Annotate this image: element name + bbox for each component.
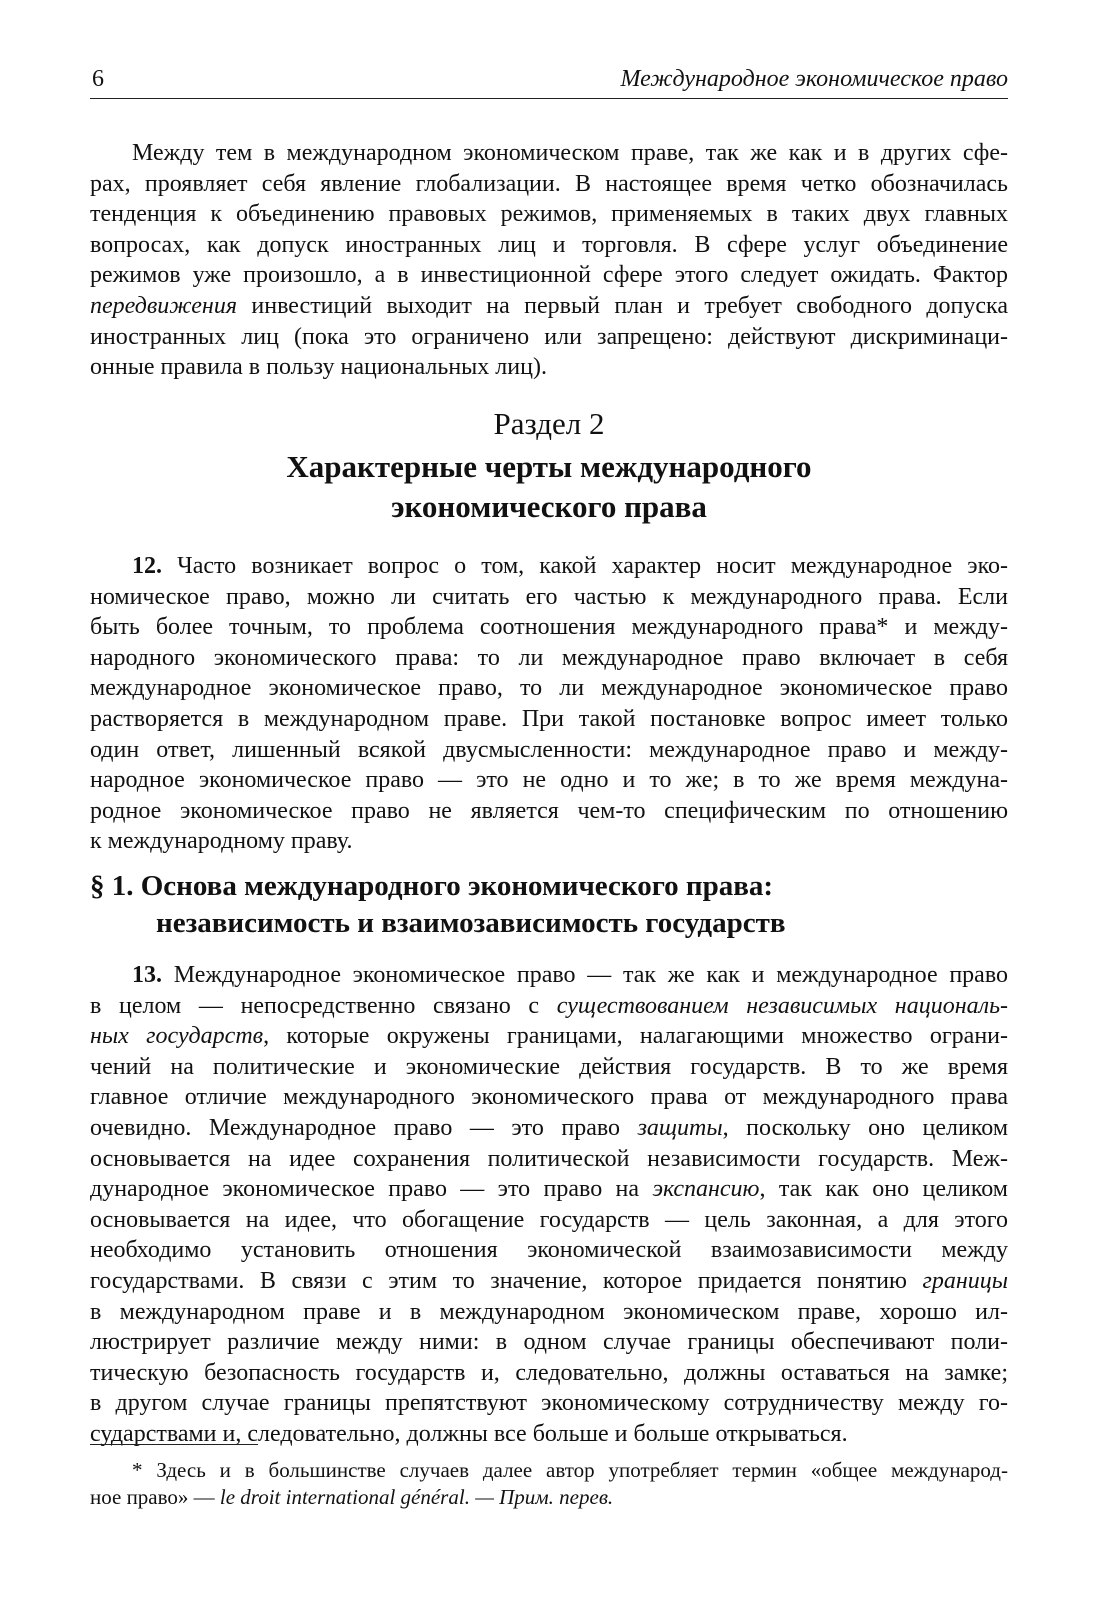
italic-term: защиты: [637, 1114, 723, 1141]
subsection-heading-line: § 1. Основа международного экономического права:: [90, 870, 774, 902]
footnote-divider: [90, 1444, 258, 1445]
text-line: тенденция к объединению правовых режимов, применяемых в таких двух главных: [90, 201, 1008, 228]
text-line: в международном праве и в международном экономическом праве, хорошо ил-: [90, 1298, 1008, 1325]
text-line: режимов уже произошло, а в инвестиционной сфере этого следует ожидать. Фактор: [90, 262, 1008, 289]
text-line: вопросах, как допуск иностранных лиц и торговля. В сфере услуг объединение: [90, 231, 1008, 258]
section-number: Раздел 2: [493, 406, 605, 441]
text-line: Между тем в международном экономическом праве, так же как и в других сфе-: [132, 140, 1008, 166]
text-line: в другом случае границы препятствуют экономическому сотрудничеству между го-: [90, 1390, 1008, 1417]
text-line: рах, проявляет себя явление глобализации. В настоящее время четко обозначилась: [90, 170, 1008, 197]
footnote-line: [90, 1484, 1008, 1511]
text-line: [90, 1266, 1008, 1297]
text-line: [90, 1113, 1008, 1144]
text-line: [90, 1021, 1008, 1052]
text-line: основывается на идее, что обогащение государств — цель законная, а для этого: [90, 1206, 1008, 1233]
text-line: люстрирует различие между ними: в одном случае границы обеспечивают поли-: [90, 1329, 1008, 1356]
text-fragment: ное право» —: [90, 1485, 220, 1509]
footnote-line: * Здесь и в большинстве случаев далее автор употребляет термин «общее международ-: [132, 1458, 1008, 1482]
text-line: тическую безопасность государств и, следовательно, должны оставаться на замке;: [90, 1359, 1008, 1386]
text-fragment: очевидно. Международное право — это право: [90, 1114, 638, 1141]
italic-term: le droit international général. — Прим. перев.: [219, 1485, 614, 1509]
text-line: [90, 960, 1008, 991]
text-fragment: Часто возникает вопрос о том, какой характер носит международное эко-: [162, 553, 1008, 579]
text-line: основывается на идее сохранения политической независимости государств. Меж-: [90, 1145, 1008, 1172]
text-line: к международному праву.: [90, 828, 353, 855]
text-line: необходимо установить отношения экономической взаимозависимости между: [90, 1237, 1008, 1264]
text-line: чений на политические и экономические действия государств. В то же время: [90, 1053, 1008, 1080]
text-line: [90, 551, 1008, 582]
paragraph-number: 12.: [132, 553, 162, 579]
text-line: один ответ, лишенный всякой двусмысленности: международное право и между-: [90, 736, 1008, 763]
text-line: [90, 1174, 1008, 1205]
subsection-heading-line: независимость и взаимозависимость государств: [156, 907, 786, 939]
text-line: народное экономическое право — это не одно и то же; в то же время междуна-: [90, 767, 1008, 794]
text-line: онные правила в пользу национальных лиц).: [90, 354, 547, 381]
page-number: 6: [92, 66, 104, 92]
text-fragment: , так как оно целиком: [759, 1176, 1008, 1203]
section-title-line: Характерные черты международного: [286, 449, 812, 484]
text-fragment: , поскольку оно целиком: [722, 1114, 1009, 1141]
paragraph-13: [90, 960, 1008, 1450]
italic-term: границы: [922, 1267, 1008, 1294]
text-fragment: инвестиций выходит на первый план и требует свободного допуска: [251, 292, 1008, 319]
text-line: родное экономическое право не является чем-то специфическим по отношению: [90, 797, 1008, 824]
subsection-heading: [90, 868, 1008, 942]
section-title: [90, 447, 1008, 527]
text-line: народного экономического права: то ли международное право включает в себя: [90, 644, 1008, 671]
text-fragment: в целом — непосредственно связано с: [90, 992, 557, 1019]
italic-term: ных государств: [90, 1023, 264, 1050]
text-fragment: , которые окружены границами, налагающими множество ограни-: [263, 1023, 1009, 1050]
italic-term: экспансию: [652, 1176, 760, 1203]
text-line: [90, 991, 1008, 1022]
text-line: иностранных лиц (пока это ограничено или запрещено: действуют дискриминаци-: [90, 323, 1008, 350]
text-fragment: дународное экономическое право — это право на: [90, 1176, 653, 1203]
text-line: номическое право, можно ли считать его частью к международного права. Если: [90, 583, 1008, 610]
paragraph-12: [90, 551, 1008, 857]
text-fragment: государствами. В связи с этим то значение, которое придается понятию: [90, 1267, 923, 1294]
text-line: быть более точным, то проблема соотношения международного права* и между-: [90, 614, 1008, 641]
text-line: международное экономическое право, то ли международное экономическое право: [90, 675, 1008, 702]
text-line: сударствами и, следовательно, должны все больше и больше открываться.: [90, 1420, 848, 1447]
italic-term: существованием независимых националь-: [556, 992, 1008, 1019]
italic-term: передвижения: [90, 292, 237, 319]
text-line: главное отличие международного экономического права от международного права: [90, 1084, 1008, 1111]
intro-paragraph: [90, 138, 1008, 383]
section-title-line: экономического права: [391, 489, 707, 524]
running-title: Международное экономическое право: [620, 66, 1008, 92]
text-line: растворяется в международном праве. При такой постановке вопрос имеет только: [90, 705, 1008, 732]
paragraph-number: 13.: [132, 962, 162, 988]
footnote: [90, 1457, 1008, 1511]
text-fragment: Международное экономическое право — так же как и международное право: [162, 962, 1008, 988]
text-line-with-italic: [90, 291, 1008, 322]
running-header: [90, 64, 1008, 99]
